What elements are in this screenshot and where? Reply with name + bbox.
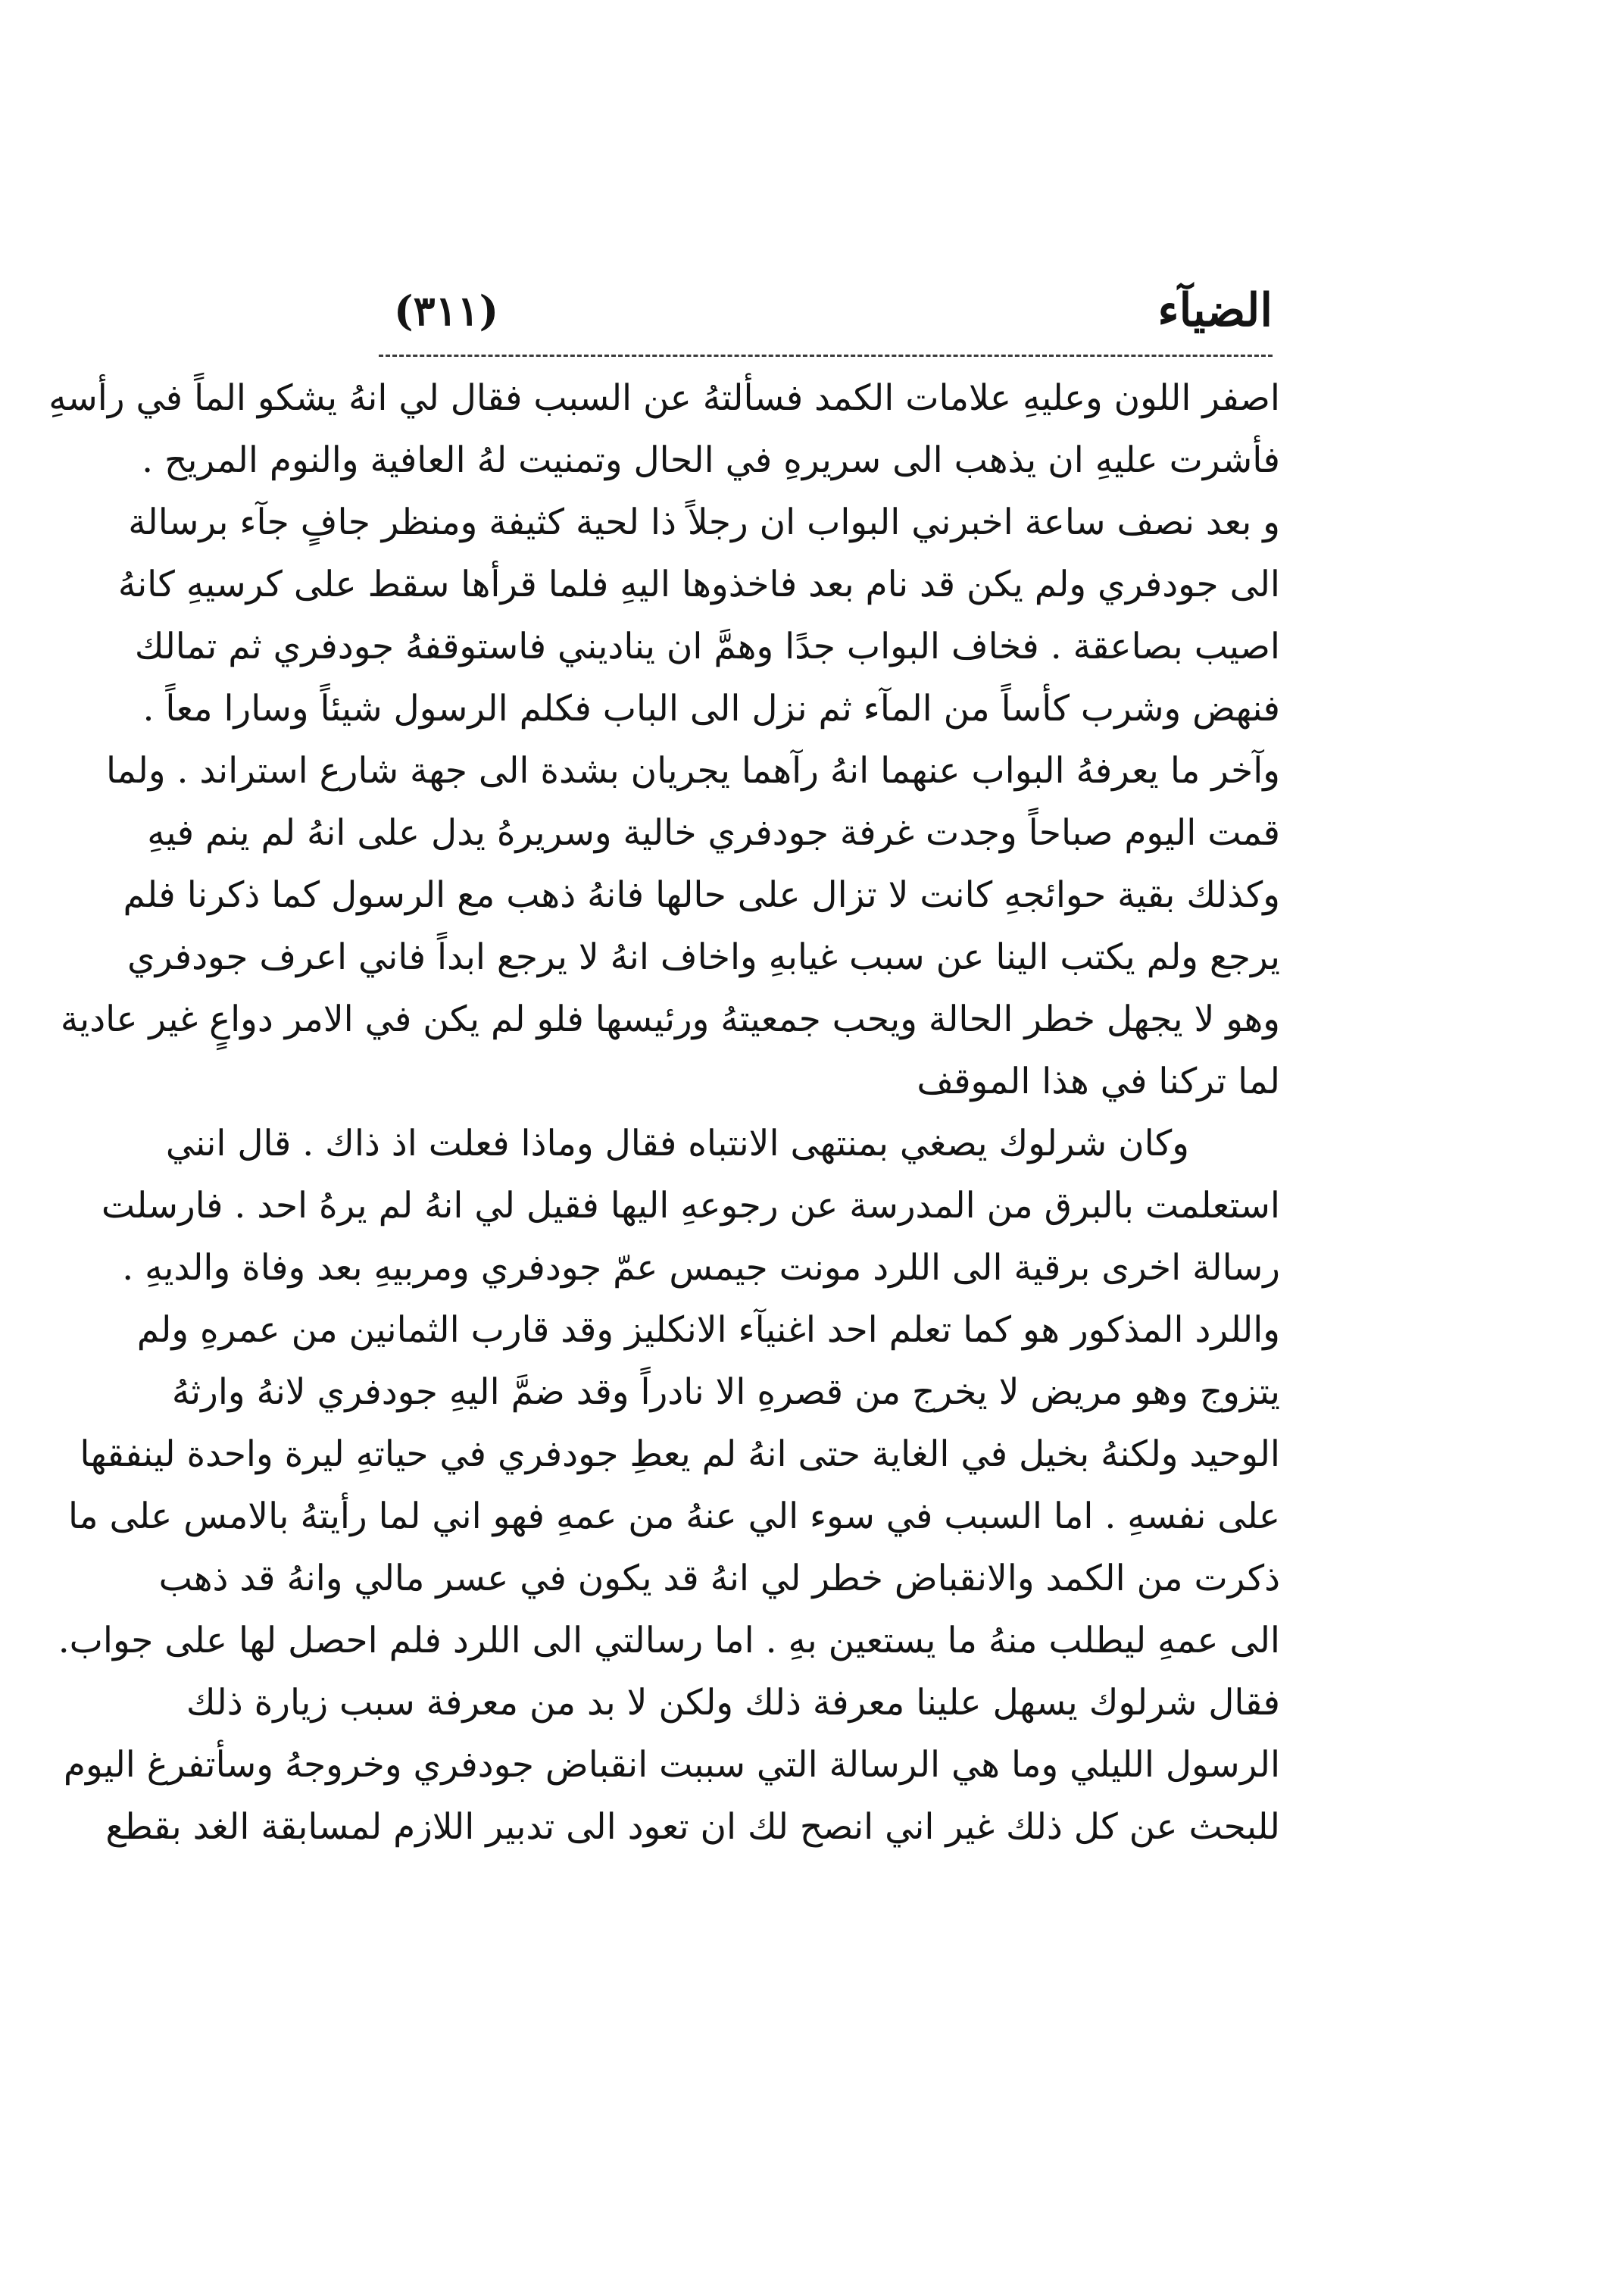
text-line: قمت اليوم صباحاً وجدت غرفة جودفري خالية وسريرهُ يدل على انهُ لم ينم فيهِ xyxy=(147,812,1280,854)
text-line: يرجع ولم يكتب الينا عن سبب غيابهِ واخاف انهُ لا يرجع ابداً فاني اعرف جودفري xyxy=(126,936,1280,978)
text-line: فقال شرلوك يسهل علينا معرفة ذلك ولكن لا بد من معرفة سبب زيارة ذلك xyxy=(186,1682,1280,1724)
text-line: اصيب بصاعقة . فخاف البواب جدًا وهمَّ ان يناديني فاستوقفهُ جودفري ثم تمالك xyxy=(134,626,1280,667)
text-line: و بعد نصف ساعة اخبرني البواب ان رجلاً ذا لحية كثيفة ومنظر جافٍ جآء برسالة xyxy=(128,502,1280,543)
text-line: الى جودفري ولم يكن قد نام بعد فاخذوها اليهِ فلما قرأها سقط على كرسيهِ كانهُ xyxy=(117,564,1280,605)
text-line: الرسول الليلي وما هي الرسالة التي سببت انقباض جودفري وخروجهُ وسأتفرغ اليوم xyxy=(63,1744,1280,1786)
text-line: للبحث عن كل ذلك غير اني انصح لك ان تعود الى تدبير اللازم لمسابقة الغد بقطع xyxy=(105,1806,1280,1848)
body-text xyxy=(48,367,1280,1858)
text-line: رسالة اخرى برقية الى اللرد مونت جيمس عمّ جودفري ومربيهِ بعد وفاة والديهِ . xyxy=(122,1247,1280,1289)
header-divider xyxy=(379,355,1273,357)
text-line: فأشرت عليهِ ان يذهب الى سريرهِ في الحال وتمنيت لهُ العافية والنوم المريح . xyxy=(142,439,1280,481)
text-line: واللرد المذكور هو كما تعلم احد اغنيآء الانكليز وقد قارب الثمانين من عمرهِ ولم xyxy=(136,1309,1280,1351)
text-line: وهو لا يجهل خطر الحالة ويحب جمعيتهُ ورئيسها فلو لم يكن في الامر دواعٍ غير عادية xyxy=(60,999,1280,1040)
page-header xyxy=(379,273,1273,356)
text-line-paragraph-start: وكان شرلوك يصغي بمنتهى الانتباه فقال وماذا فعلت اذ ذاك . قال انني xyxy=(165,1123,1189,1164)
text-line: الى عمهِ ليطلب منهُ ما يستعين بهِ . اما رسالتي الى اللرد فلم احصل لها على جواب. xyxy=(58,1620,1280,1661)
text-line: اصفر اللون وعليهِ علامات الكمد فسألتهُ عن السبب فقال لي انهُ يشكو الماً في رأسهِ xyxy=(48,377,1280,419)
text-line-paragraph-end: لما تركنا في هذا الموقف xyxy=(917,1061,1280,1102)
page-title: الضيآء xyxy=(1157,284,1273,337)
text-line: وآخر ما يعرفهُ البواب عنهما انهُ رآهما يجريان بشدة الى جهة شارع استراند . ولما xyxy=(106,750,1280,792)
text-line: الوحيد ولكنهُ بخيل في الغاية حتى انهُ لم يعطِ جودفري في حياتهِ ليرة واحدة لينفقها xyxy=(80,1433,1280,1475)
text-line: وكذلك بقية حوائجهِ كانت لا تزال على حالها فانهُ ذهب مع الرسول كما ذكرنا فلم xyxy=(123,874,1280,916)
text-line: يتزوج وهو مريض لا يخرج من قصرهِ الا نادراً وقد ضمَّ اليهِ جودفري لانهُ وارثهُ xyxy=(171,1371,1280,1413)
page-number: (٣١١) xyxy=(394,286,499,335)
text-line: فنهض وشرب كأساً من المآء ثم نزل الى الباب فكلم الرسول شيئاً وسارا معاً . xyxy=(142,688,1280,730)
text-line: استعلمت بالبرق من المدرسة عن رجوعهِ اليها فقيل لي انهُ لم يرهُ احد . فارسلت xyxy=(101,1185,1280,1227)
text-line: ذكرت من الكمد والانقباض خطر لي انهُ قد يكون في عسر مالي وانهُ قد ذهب xyxy=(158,1558,1280,1599)
text-line: على نفسهِ . اما السبب في سوء الي عنهُ من عمهِ فهو اني لما رأيتهُ بالامس على ما xyxy=(68,1496,1280,1537)
